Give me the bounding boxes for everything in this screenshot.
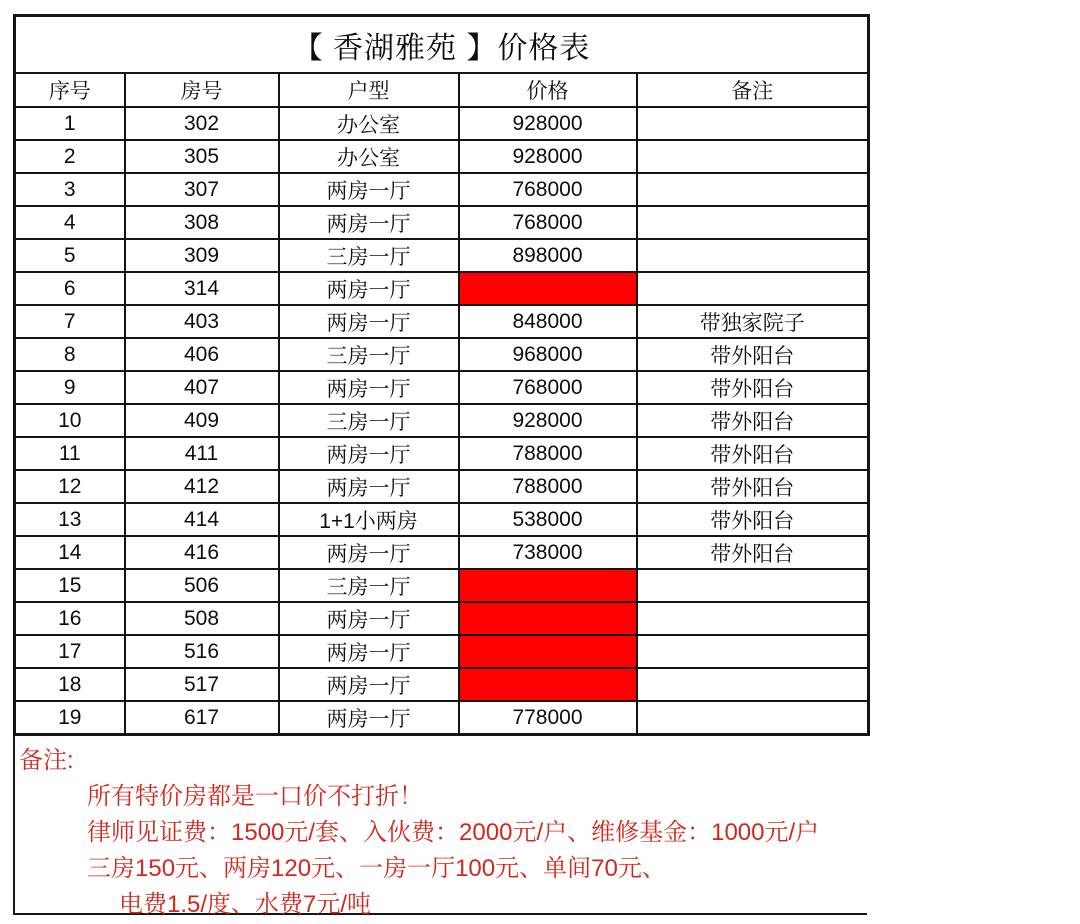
- cell-layout: 办公室: [279, 107, 459, 140]
- cell-room: 416: [125, 536, 279, 569]
- cell-price: 788000: [459, 470, 637, 503]
- cell-layout: 两房一厅: [279, 536, 459, 569]
- table-row: [15, 470, 869, 503]
- cell-price: 778000: [459, 701, 637, 735]
- table-row: [15, 371, 869, 404]
- cell-price: 848000: [459, 305, 637, 338]
- cell-remark: [637, 107, 869, 140]
- cell-layout: 两房一厅: [279, 305, 459, 338]
- table-row: [15, 404, 869, 437]
- cell-price: 788000: [459, 437, 637, 470]
- table-row: [15, 239, 869, 272]
- cell-room: 409: [125, 404, 279, 437]
- table-row: [15, 569, 869, 602]
- cell-no: 13: [15, 503, 125, 536]
- cell-room: 516: [125, 635, 279, 668]
- cell-no: 11: [15, 437, 125, 470]
- cell-no: 12: [15, 470, 125, 503]
- cell-room: 508: [125, 602, 279, 635]
- cell-layout: 三房一厅: [279, 569, 459, 602]
- notes-section: [13, 735, 867, 918]
- table-row: [15, 173, 869, 206]
- cell-price: 968000: [459, 338, 637, 371]
- cell-layout: 两房一厅: [279, 173, 459, 206]
- cell-room: 309: [125, 239, 279, 272]
- notes-line-special-price: 所有特价房都是一口价不打折！: [87, 783, 423, 810]
- cell-room: 411: [125, 437, 279, 470]
- cell-layout: 办公室: [279, 140, 459, 173]
- table-row: [15, 503, 869, 536]
- cell-layout: 三房一厅: [279, 338, 459, 371]
- cell-layout: 两房一厅: [279, 668, 459, 701]
- cell-room: 517: [125, 668, 279, 701]
- table-row: [15, 536, 869, 569]
- cell-no: 1: [15, 107, 125, 140]
- price-table: [13, 14, 870, 736]
- table-header-row: [15, 73, 869, 107]
- cell-no: 8: [15, 338, 125, 371]
- notes-line-utilities: 电费1.5/度、水费7元/吨: [119, 891, 372, 918]
- cell-no: 3: [15, 173, 125, 206]
- cell-no: 17: [15, 635, 125, 668]
- cell-price: 898000: [459, 239, 637, 272]
- cell-layout: 两房一厅: [279, 635, 459, 668]
- cell-layout: 两房一厅: [279, 602, 459, 635]
- cell-price: 928000: [459, 140, 637, 173]
- cell-room: 302: [125, 107, 279, 140]
- cell-remark: 带外阳台: [637, 536, 869, 569]
- cell-layout: 三房一厅: [279, 239, 459, 272]
- cell-remark: [637, 173, 869, 206]
- cell-remark: 带外阳台: [637, 470, 869, 503]
- cell-no: 10: [15, 404, 125, 437]
- cell-layout: 两房一厅: [279, 206, 459, 239]
- cell-no: 5: [15, 239, 125, 272]
- cell-remark: [637, 668, 869, 701]
- cell-price: 928000: [459, 404, 637, 437]
- cell-room: 414: [125, 503, 279, 536]
- cell-no: 19: [15, 701, 125, 735]
- notes-line-fees: 律师见证费：1500元/套、入伙费：2000元/户、维修基金：1000元/户: [87, 819, 820, 846]
- cell-no: 6: [15, 272, 125, 305]
- cell-room: 403: [125, 305, 279, 338]
- cell-no: 16: [15, 602, 125, 635]
- cell-no: 7: [15, 305, 125, 338]
- cell-no: 4: [15, 206, 125, 239]
- cell-no: 9: [15, 371, 125, 404]
- cell-layout: 两房一厅: [279, 272, 459, 305]
- cell-price-sold-highlight: [459, 569, 637, 602]
- notes-line-room-fees: 三房150元、两房120元、一房一厅100元、单间70元、: [87, 855, 666, 882]
- cell-layout: 两房一厅: [279, 437, 459, 470]
- table-row: [15, 206, 869, 239]
- cell-price-sold-highlight: [459, 272, 637, 305]
- cell-price-sold-highlight: [459, 668, 637, 701]
- col-header-layout: 户型: [279, 73, 459, 107]
- cell-room: 314: [125, 272, 279, 305]
- cell-no: 14: [15, 536, 125, 569]
- col-header-remark: 备注: [637, 73, 869, 107]
- col-header-room: 房号: [125, 73, 279, 107]
- cell-no: 2: [15, 140, 125, 173]
- col-header-index: 序号: [15, 73, 125, 107]
- table-row: [15, 437, 869, 470]
- cell-room: 617: [125, 701, 279, 735]
- table-row: [15, 107, 869, 140]
- cell-room: 407: [125, 371, 279, 404]
- cell-room: 506: [125, 569, 279, 602]
- cell-remark: [637, 701, 869, 735]
- table-row: [15, 272, 869, 305]
- cell-remark: 带独家院子: [637, 305, 869, 338]
- cell-price-sold-highlight: [459, 635, 637, 668]
- page-title: 【 香湖雅苑 】价格表: [15, 16, 869, 74]
- cell-price: 768000: [459, 173, 637, 206]
- cell-remark: 带外阳台: [637, 503, 869, 536]
- cell-remark: 带外阳台: [637, 404, 869, 437]
- cell-room: 412: [125, 470, 279, 503]
- cell-remark: 带外阳台: [637, 371, 869, 404]
- cell-remark: 带外阳台: [637, 437, 869, 470]
- table-row: [15, 701, 869, 735]
- cell-room: 406: [125, 338, 279, 371]
- cell-layout: 两房一厅: [279, 701, 459, 735]
- cell-layout: 两房一厅: [279, 371, 459, 404]
- cell-price: 738000: [459, 536, 637, 569]
- cell-room: 307: [125, 173, 279, 206]
- cell-remark: 带外阳台: [637, 338, 869, 371]
- cell-remark: [637, 635, 869, 668]
- cell-remark: [637, 602, 869, 635]
- cell-layout: 1+1小两房: [279, 503, 459, 536]
- cell-remark: [637, 272, 869, 305]
- cell-layout: 三房一厅: [279, 404, 459, 437]
- table-row: [15, 602, 869, 635]
- cell-price: 928000: [459, 107, 637, 140]
- cell-layout: 两房一厅: [279, 470, 459, 503]
- col-header-price: 价格: [459, 73, 637, 107]
- cell-remark: [637, 206, 869, 239]
- cell-no: 18: [15, 668, 125, 701]
- cell-price: 538000: [459, 503, 637, 536]
- table-row: [15, 305, 869, 338]
- cell-room: 308: [125, 206, 279, 239]
- notes-label: 备注:: [19, 747, 74, 774]
- cell-price-sold-highlight: [459, 602, 637, 635]
- cell-remark: [637, 239, 869, 272]
- table-row: [15, 668, 869, 701]
- title-row: [15, 16, 869, 74]
- cell-price: 768000: [459, 371, 637, 404]
- cell-remark: [637, 140, 869, 173]
- cell-no: 15: [15, 569, 125, 602]
- table-row: [15, 140, 869, 173]
- table-row: [15, 338, 869, 371]
- cell-room: 305: [125, 140, 279, 173]
- cell-remark: [637, 569, 869, 602]
- table-row: [15, 635, 869, 668]
- cell-price: 768000: [459, 206, 637, 239]
